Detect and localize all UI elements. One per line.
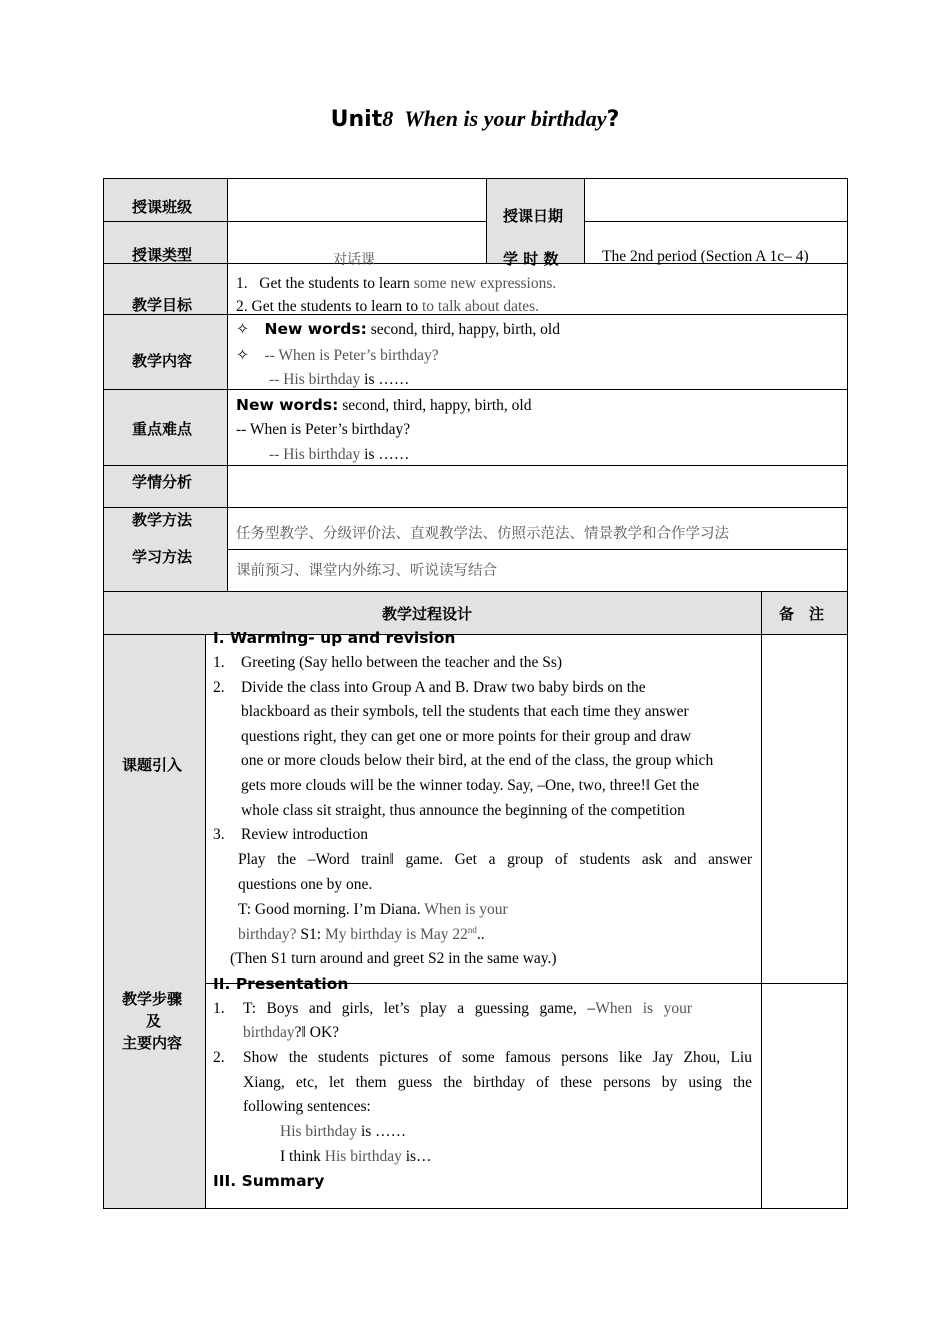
- bullet-icon: ✧: [236, 347, 249, 364]
- presentation-item1-line1: T: Boys and girls, let’s play a guessing game, –When is your: [243, 1000, 692, 1017]
- warmup-heading: I. Warming- up and revision: [213, 629, 456, 647]
- content-label: 教学内容: [132, 352, 193, 370]
- presentation-item1-num: 1.: [213, 1000, 225, 1017]
- type-value: 对话课: [333, 252, 375, 268]
- page-title: Unit8 When is your birthday?: [330, 106, 620, 132]
- warmup-item2-line: one or more clouds below their bird, at the end of the class, the group which: [241, 752, 714, 769]
- warmup-item1-num: 1.: [213, 654, 225, 671]
- dialogue-line-1: T: Good morning. I’m Diana. When is your: [238, 901, 508, 918]
- content-answer: -- His birthday is ……: [269, 371, 410, 388]
- key-answer: -- His birthday is ……: [269, 446, 410, 463]
- hours-value: The 2nd period (Section A 1c– 4): [602, 248, 809, 265]
- warmup-item1: Greeting (Say hello between the teacher and the Ss): [241, 654, 563, 671]
- presentation-item2-line: Show the students pictures of some famous persons like Jay Zhou, Liu: [243, 1049, 752, 1066]
- play-line-2: questions one by one.: [238, 876, 373, 893]
- process-title: 教学过程设计: [382, 605, 473, 623]
- type-label: 授课类型: [132, 246, 193, 264]
- presentation-item2-num: 2.: [213, 1049, 225, 1066]
- warmup-item2-line: whole class sit straight, thus announce the beginning of the competition: [241, 802, 685, 819]
- notes-label: 备 注: [779, 605, 825, 623]
- class-label: 授课班级: [132, 198, 193, 216]
- then-line: (Then S1 turn around and greet S2 in the same way.): [230, 950, 557, 967]
- warmup-item3-num: 3.: [213, 826, 225, 843]
- learn-method-value: 课前预习、课堂内外练习、听说读写结合: [236, 563, 497, 579]
- goal-item-1: 1. Get the students to learn some new expressions.: [236, 275, 557, 292]
- process-label-column-bg: [104, 634, 205, 1209]
- warmup-item2-num: 2.: [213, 679, 225, 696]
- bullet-icon: ✧: [236, 321, 249, 338]
- presentation-item2-line: following sentences:: [243, 1098, 371, 1115]
- teach-method-label: 教学方法: [132, 511, 193, 529]
- key-question: -- When is Peter’s birthday?: [236, 421, 411, 438]
- warmup-item2-line: blackboard as their symbols, tell the students that each time they answer: [241, 703, 689, 720]
- warmup-item2-line: questions right, they can get one or more points for their group and draw: [241, 728, 692, 745]
- key-newwords: New words: second, third, happy, birth, old: [236, 396, 532, 414]
- intro-label: 课题引入: [122, 756, 183, 774]
- steps-label-line1: 教学步骤: [122, 990, 183, 1008]
- steps-label-line2: 及: [146, 1012, 162, 1030]
- warmup-item2-line: Divide the class into Group A and B. Draw two baby birds on the: [241, 679, 646, 696]
- dialogue-line-2: birthday? S1: My birthday is May 22nd..: [238, 925, 485, 944]
- learn-method-label: 学习方法: [132, 548, 193, 566]
- key-label: 重点难点: [132, 420, 193, 438]
- presentation-heading: II. Presentation: [213, 975, 349, 993]
- presentation-item1-line2: birthday?‖ OK?: [243, 1024, 340, 1041]
- sentence-2: I think His birthday is…: [280, 1148, 432, 1165]
- summary-heading: III. Summary: [213, 1172, 325, 1190]
- content-newwords: ✧ New words: second, third, happy, birth, old: [236, 320, 560, 338]
- date-label: 授课日期: [503, 207, 564, 225]
- content-question: ✧ -- When is Peter’s birthday?: [236, 347, 439, 364]
- play-line-1: Play the –Word train‖ game. Get a group of students ask and answer: [238, 851, 752, 868]
- process-header-bg: [104, 592, 847, 634]
- analysis-label: 学情分析: [132, 473, 193, 491]
- steps-label-line3: 主要内容: [122, 1034, 183, 1052]
- teach-method-value: 任务型教学、分级评价法、直观教学法、仿照示范法、情景教学和合作学习法: [236, 526, 729, 542]
- goals-label: 教学目标: [132, 296, 193, 314]
- goal-item-2: 2. Get the students to learn to to talk about dates.: [236, 298, 540, 315]
- hours-label: 学 时 数: [503, 250, 559, 268]
- presentation-item2-line: Xiang, etc, let them guess the birthday of these persons by using the: [243, 1074, 752, 1091]
- warmup-item2-line: gets more clouds will be the winner today. Say, –One, two, three!‖ Get the: [241, 777, 700, 794]
- sentence-1: His birthday is ……: [280, 1123, 407, 1140]
- warmup-item3: Review introduction: [241, 826, 368, 843]
